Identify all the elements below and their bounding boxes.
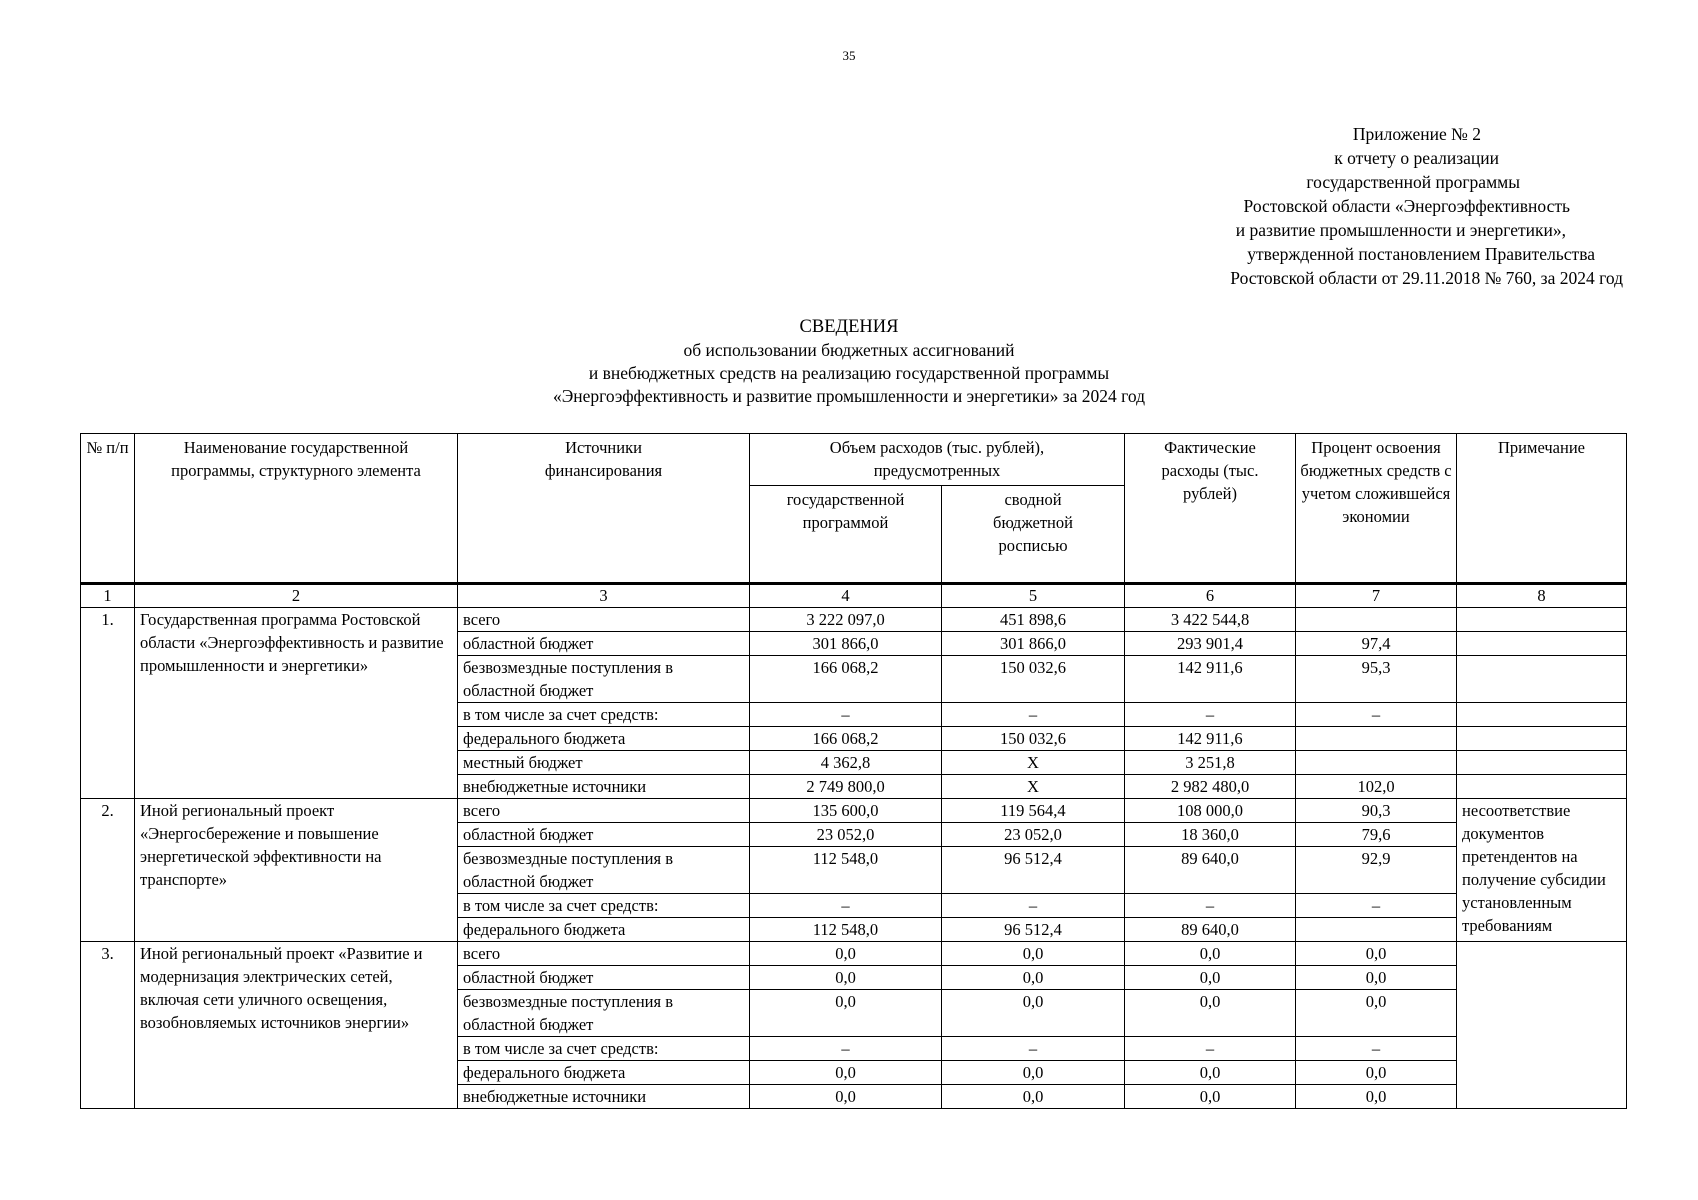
funding-source: всего bbox=[458, 608, 750, 632]
appendix-line: Ростовской области от 29.11.2018 № 760, за 2024 год bbox=[1230, 268, 1623, 288]
actual-value: – bbox=[1125, 1037, 1296, 1061]
page-number: 35 bbox=[842, 48, 856, 63]
column-number: 7 bbox=[1296, 584, 1457, 608]
planned-program-value: 2 749 800,0 bbox=[750, 775, 942, 799]
percent-value: 0,0 bbox=[1296, 990, 1457, 1037]
planned-budget-value: 0,0 bbox=[942, 990, 1125, 1037]
budget-report-table bbox=[80, 433, 1627, 1109]
percent-value bbox=[1296, 727, 1457, 751]
appendix-line: Ростовской области «Энергоэффективность bbox=[1243, 196, 1570, 216]
planned-program-value: 112 548,0 bbox=[750, 918, 942, 942]
funding-source: областной бюджет bbox=[458, 632, 750, 656]
appendix-line: к отчету о реализации bbox=[1334, 148, 1499, 168]
planned-budget-value: 0,0 bbox=[942, 1085, 1125, 1109]
planned-program-value: 4 362,8 bbox=[750, 751, 942, 775]
planned-budget-value: 301 866,0 bbox=[942, 632, 1125, 656]
percent-value: 102,0 bbox=[1296, 775, 1457, 799]
funding-source: федерального бюджета bbox=[458, 918, 750, 942]
title-line: об использовании бюджетных ассигнований bbox=[683, 340, 1015, 360]
note bbox=[1457, 632, 1627, 656]
planned-program-value: – bbox=[750, 703, 942, 727]
planned-program-value: 166 068,2 bbox=[750, 727, 942, 751]
percent-value: 97,4 bbox=[1296, 632, 1457, 656]
percent-value bbox=[1296, 608, 1457, 632]
planned-budget-value: 0,0 bbox=[942, 942, 1125, 966]
funding-source: в том числе за счет средств: bbox=[458, 894, 750, 918]
planned-program-value: – bbox=[750, 1037, 942, 1061]
percent-value: 95,3 bbox=[1296, 656, 1457, 703]
percent-value: – bbox=[1296, 894, 1457, 918]
table-row bbox=[81, 608, 1627, 632]
funding-source: всего bbox=[458, 799, 750, 823]
row-number: 2. bbox=[81, 799, 135, 942]
header-actual: Фактические расходы (тыс. рублей) bbox=[1125, 434, 1296, 584]
note bbox=[1457, 775, 1627, 799]
document-title bbox=[0, 316, 1698, 408]
funding-source: федерального бюджета bbox=[458, 727, 750, 751]
planned-budget-value: 451 898,6 bbox=[942, 608, 1125, 632]
actual-value: 142 911,6 bbox=[1125, 727, 1296, 751]
planned-program-value: 112 548,0 bbox=[750, 847, 942, 894]
percent-value bbox=[1296, 751, 1457, 775]
column-number: 6 bbox=[1125, 584, 1296, 608]
header-note: Примечание bbox=[1457, 434, 1627, 584]
funding-source: в том числе за счет средств: bbox=[458, 1037, 750, 1061]
planned-budget-value: 23 052,0 bbox=[942, 823, 1125, 847]
funding-source: областной бюджет bbox=[458, 966, 750, 990]
planned-budget-value: 0,0 bbox=[942, 1061, 1125, 1085]
planned-program-value: – bbox=[750, 894, 942, 918]
percent-value: 0,0 bbox=[1296, 1061, 1457, 1085]
note bbox=[1457, 608, 1627, 632]
column-number: 5 bbox=[942, 584, 1125, 608]
planned-program-value: 3 222 097,0 bbox=[750, 608, 942, 632]
actual-value: 0,0 bbox=[1125, 942, 1296, 966]
funding-source: безвозмездные поступления в областной бюджет bbox=[458, 990, 750, 1037]
planned-budget-value: X bbox=[942, 751, 1125, 775]
planned-budget-value: – bbox=[942, 703, 1125, 727]
column-number: 8 bbox=[1457, 584, 1627, 608]
actual-value: 3 251,8 bbox=[1125, 751, 1296, 775]
actual-value: 0,0 bbox=[1125, 1061, 1296, 1085]
column-number: 1 bbox=[81, 584, 135, 608]
actual-value: 0,0 bbox=[1125, 966, 1296, 990]
header-num: № п/п bbox=[81, 434, 135, 584]
column-number: 4 bbox=[750, 584, 942, 608]
actual-value: 18 360,0 bbox=[1125, 823, 1296, 847]
planned-budget-value: 119 564,4 bbox=[942, 799, 1125, 823]
planned-program-value: 135 600,0 bbox=[750, 799, 942, 823]
funding-source: внебюджетные источники bbox=[458, 1085, 750, 1109]
actual-value: – bbox=[1125, 703, 1296, 727]
planned-program-value: 0,0 bbox=[750, 990, 942, 1037]
note bbox=[1457, 751, 1627, 775]
appendix-block bbox=[1063, 122, 1623, 290]
percent-value: 0,0 bbox=[1296, 942, 1457, 966]
appendix-line: Приложение № 2 bbox=[1352, 124, 1481, 144]
actual-value: 2 982 480,0 bbox=[1125, 775, 1296, 799]
planned-program-value: 301 866,0 bbox=[750, 632, 942, 656]
percent-value: 90,3 bbox=[1296, 799, 1457, 823]
appendix-line: и развитие промышленности и энергетики», bbox=[1235, 220, 1566, 240]
row-number: 1. bbox=[81, 608, 135, 799]
actual-value: 3 422 544,8 bbox=[1125, 608, 1296, 632]
funding-source: местный бюджет bbox=[458, 751, 750, 775]
note bbox=[1457, 727, 1627, 751]
actual-value: 108 000,0 bbox=[1125, 799, 1296, 823]
planned-program-value: 23 052,0 bbox=[750, 823, 942, 847]
planned-budget-value: 150 032,6 bbox=[942, 656, 1125, 703]
appendix-line: утвержденной постановлением Правительства bbox=[1247, 244, 1595, 264]
percent-value: – bbox=[1296, 1037, 1457, 1061]
planned-program-value: 0,0 bbox=[750, 966, 942, 990]
column-number: 2 bbox=[135, 584, 458, 608]
actual-value: 89 640,0 bbox=[1125, 918, 1296, 942]
planned-program-value: 0,0 bbox=[750, 1085, 942, 1109]
header-sources: Источники финансирования bbox=[458, 434, 750, 584]
title-line: «Энергоэффективность и развитие промышленности и энергетики» за 2024 год bbox=[552, 386, 1146, 406]
element-name: Иной региональный проект «Развитие и модернизация электрических сетей, включая сети уличного освещения, возобновляемых источников энергии» bbox=[135, 942, 458, 1109]
actual-value: – bbox=[1125, 894, 1296, 918]
funding-source: безвозмездные поступления в областной бюджет bbox=[458, 656, 750, 703]
planned-program-value: 0,0 bbox=[750, 1061, 942, 1085]
row-number: 3. bbox=[81, 942, 135, 1109]
funding-source: областной бюджет bbox=[458, 823, 750, 847]
title-main: СВЕДЕНИЯ bbox=[799, 317, 899, 337]
planned-program-value: 0,0 bbox=[750, 942, 942, 966]
header-name: Наименование государственной программы, структурного элемента bbox=[135, 434, 458, 584]
header-planned-program: государственной программой bbox=[750, 486, 942, 584]
actual-value: 0,0 bbox=[1125, 990, 1296, 1037]
funding-source: в том числе за счет средств: bbox=[458, 703, 750, 727]
planned-budget-value: – bbox=[942, 1037, 1125, 1061]
note: несоответствие документов претендентов на получение субсидии установленным требованиям bbox=[1457, 799, 1627, 942]
planned-budget-value: 96 512,4 bbox=[942, 918, 1125, 942]
percent-value: 92,9 bbox=[1296, 847, 1457, 894]
percent-value: – bbox=[1296, 703, 1457, 727]
header-percent: Процент освоения бюджетных средств с учетом сложившейся экономии bbox=[1296, 434, 1457, 584]
actual-value: 293 901,4 bbox=[1125, 632, 1296, 656]
header-planned: Объем расходов (тыс. рублей), предусмотренных bbox=[750, 434, 1125, 486]
note bbox=[1457, 656, 1627, 703]
funding-source: безвозмездные поступления в областной бюджет bbox=[458, 847, 750, 894]
percent-value: 79,6 bbox=[1296, 823, 1457, 847]
planned-budget-value: 96 512,4 bbox=[942, 847, 1125, 894]
funding-source: федерального бюджета bbox=[458, 1061, 750, 1085]
note bbox=[1457, 942, 1627, 1109]
header-planned-budget: сводной бюджетной росписью bbox=[942, 486, 1125, 584]
table-row bbox=[81, 942, 1627, 966]
actual-value: 0,0 bbox=[1125, 1085, 1296, 1109]
element-name: Государственная программа Ростовской области «Энергоэффективность и развитие промышленности и энергетики» bbox=[135, 608, 458, 799]
funding-source: всего bbox=[458, 942, 750, 966]
actual-value: 89 640,0 bbox=[1125, 847, 1296, 894]
table-row bbox=[81, 799, 1627, 823]
planned-budget-value: X bbox=[942, 775, 1125, 799]
planned-program-value: 166 068,2 bbox=[750, 656, 942, 703]
column-number: 3 bbox=[458, 584, 750, 608]
appendix-line: государственной программы bbox=[1306, 172, 1520, 192]
planned-budget-value: 0,0 bbox=[942, 966, 1125, 990]
percent-value: 0,0 bbox=[1296, 966, 1457, 990]
title-line: и внебюджетных средств на реализацию государственной программы bbox=[588, 363, 1110, 383]
column-numbers-row bbox=[81, 584, 1627, 608]
planned-budget-value: – bbox=[942, 894, 1125, 918]
actual-value: 142 911,6 bbox=[1125, 656, 1296, 703]
note bbox=[1457, 703, 1627, 727]
percent-value: 0,0 bbox=[1296, 1085, 1457, 1109]
planned-budget-value: 150 032,6 bbox=[942, 727, 1125, 751]
element-name: Иной региональный проект «Энергосбережение и повышение энергетической эффективности на транспорте» bbox=[135, 799, 458, 942]
funding-source: внебюджетные источники bbox=[458, 775, 750, 799]
percent-value bbox=[1296, 918, 1457, 942]
